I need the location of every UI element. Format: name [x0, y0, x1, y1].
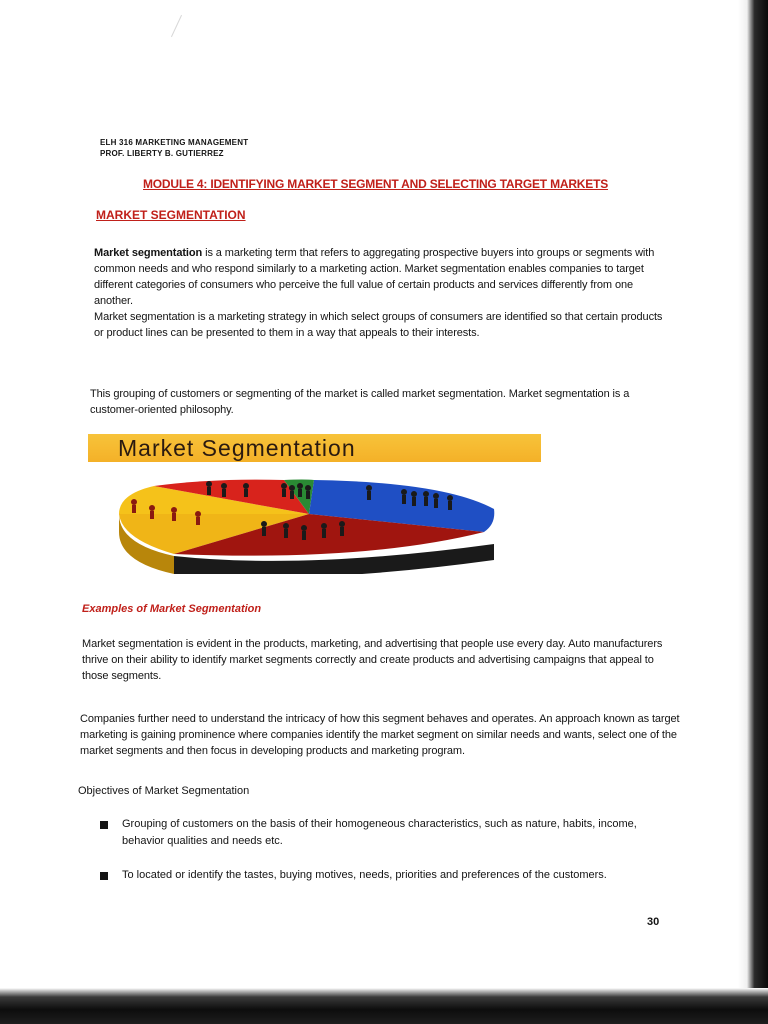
intro-paragraph-second: Market segmentation is a marketing strategy in which select groups of consumers are identified so that certain products or product lines can be presented to them in a way that appeals to their interests. — [94, 311, 663, 339]
intro-paragraph-text: is a marketing term that refers to aggregating prospective buyers into groups or segments with common needs and who respond similarly to a marketing action. Market segmentation enables companies to target different categories of consumers who perceive the full value of certain products and services differently from one another. — [94, 247, 655, 307]
intro-paragraph — [94, 245, 674, 341]
list-item — [100, 816, 675, 856]
page-edge-shadow — [738, 0, 768, 1024]
objectives-heading: Objectives of Market Segmentation — [78, 785, 250, 797]
figure-banner-title: Market Segmentation — [118, 435, 356, 461]
bullet-square-icon — [100, 821, 108, 829]
course-header: ELH 316 MARKETING MANAGEMENT — [100, 138, 249, 147]
examples-heading: Examples of Market Segmentation — [82, 603, 262, 615]
grouping-paragraph: This grouping of customers or segmenting of the market is called market segmentation. Market segmentation is a customer-oriented philosophy. — [90, 388, 630, 416]
examples-paragraph: Market segmentation is evident in the products, marketing, and advertising that people use every day. Auto manufacturers thrive on their ability to identify market segments correctly and create products and advertising campaigns that appeal to those segments. — [82, 638, 663, 682]
pen-mark — [171, 15, 182, 37]
professor-header: PROF. LIBERTY B. GUTIERREZ — [100, 149, 224, 158]
list-item-text: To located or identify the tastes, buying motives, needs, priorities and preferences of the customers. — [122, 869, 607, 881]
target-marketing-paragraph: Companies further need to understand the intricacy of how this segment behaves and operates. An approach known as target marketing is gaining prominence where companies identify the market segment on similar needs and wants, select one of the market segments and then focus in developing products and marketing program. — [80, 713, 680, 757]
page-number: 30 — [647, 916, 660, 928]
intro-lead-term: Market segmentation — [94, 247, 203, 259]
list-item-text: Grouping of customers on the basis of their homogeneous characteristics, such as nature, habits, income, behavior qualities and needs etc. — [122, 818, 637, 847]
bullet-square-icon — [100, 872, 108, 880]
scan-bottom-edge — [0, 988, 768, 1024]
segmented-pie-illustration — [114, 474, 500, 574]
module-title: MODULE 4: IDENTIFYING MARKET SEGMENT AND SELECTING TARGET MARKETS — [143, 177, 609, 191]
section-heading-market-segmentation: MARKET SEGMENTATION — [96, 208, 246, 222]
figure-banner — [88, 434, 541, 462]
list-item — [100, 867, 675, 907]
